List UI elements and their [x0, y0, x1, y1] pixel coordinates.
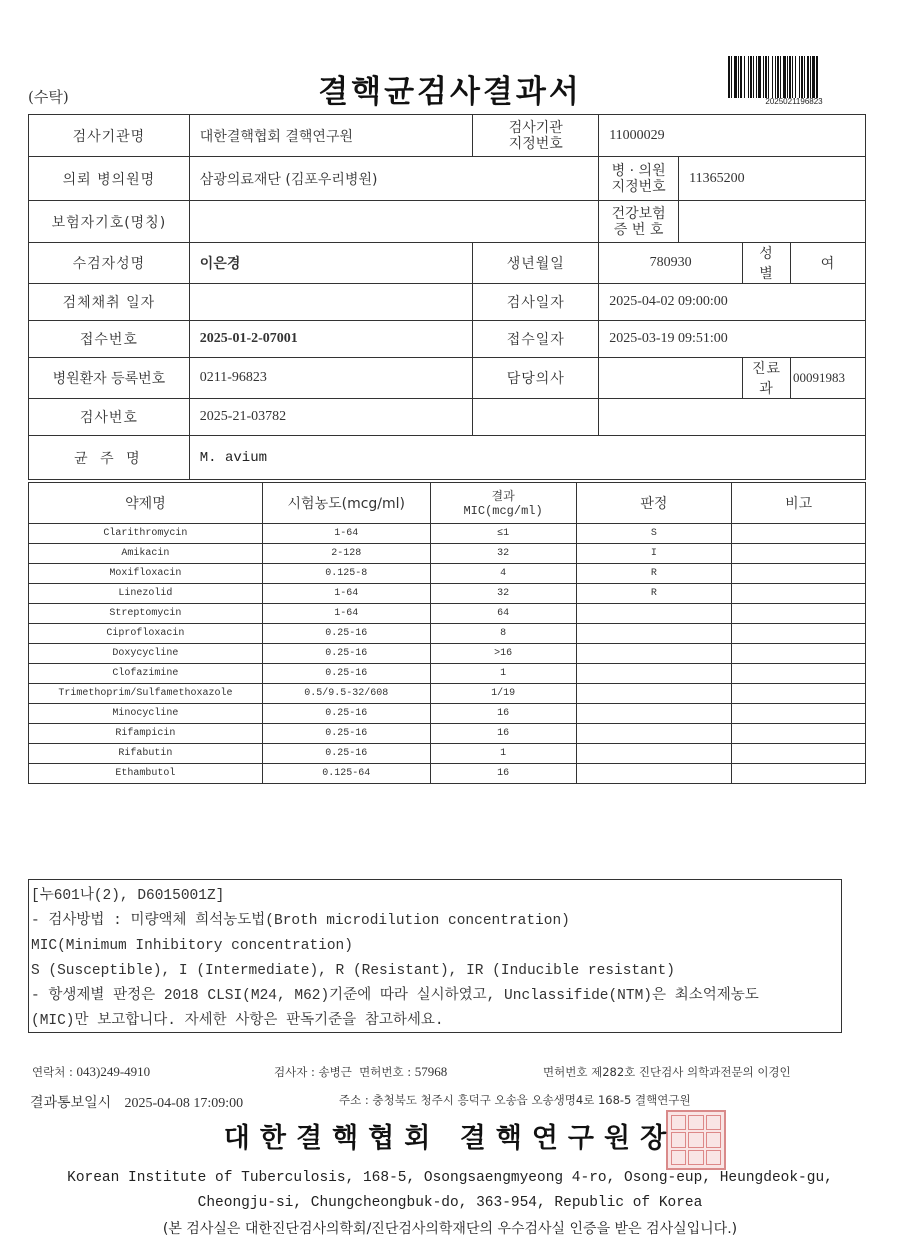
- sex-value: 여: [791, 243, 866, 284]
- sample-date-label: 검체채취 일자: [29, 284, 190, 321]
- mic-result: >16: [430, 644, 576, 664]
- test-date-label: 검사일자: [473, 284, 599, 321]
- sample-date-value: [189, 284, 473, 321]
- test-no-label: 검사번호: [29, 399, 190, 436]
- remark: [732, 524, 866, 544]
- remark: [732, 564, 866, 584]
- empty-cell: [473, 399, 599, 436]
- page-title: 결핵균검사결과서: [318, 74, 582, 110]
- remark: [732, 584, 866, 604]
- result-header: 결과 MIC(mcg/ml): [430, 483, 576, 524]
- barcode-icon: [728, 56, 860, 98]
- remark: [732, 604, 866, 624]
- dept-value: 00091983: [791, 358, 866, 399]
- interpretation: [576, 664, 732, 684]
- test-concentration: 1-64: [262, 584, 430, 604]
- remark: [732, 764, 866, 784]
- doctor-value: [599, 358, 743, 399]
- english-address-line-1: Korean Institute of Tuberculosis, 168-5, Osongsaengmyeong 4-ro, Osong-eup, Heungdeok-gu,: [67, 1170, 833, 1186]
- strain-label: 균 주 명: [29, 436, 190, 480]
- interpretation: [576, 644, 732, 664]
- remark: [732, 624, 866, 644]
- barcode-number: 2025021196823: [765, 97, 823, 106]
- patient-name-value: 이은경: [189, 243, 473, 284]
- barcode-bar: [818, 56, 819, 98]
- remark: [732, 544, 866, 564]
- test-concentration: 0.25-16: [262, 664, 430, 684]
- test-date-value: 2025-04-02 09:00:00: [599, 284, 866, 321]
- info-row: [29, 399, 866, 436]
- mic-result: ≤1: [430, 524, 576, 544]
- interpretation: [576, 764, 732, 784]
- drug-header: 약제명: [29, 483, 263, 524]
- insurer-value: [189, 201, 598, 243]
- interpretation: [576, 684, 732, 704]
- lab-id-value: 11000029: [599, 115, 866, 157]
- sex-label: 성별: [743, 243, 791, 284]
- test-concentration: 0.25-16: [262, 624, 430, 644]
- drug-name: Ciprofloxacin: [29, 624, 263, 644]
- test-concentration: 0.125-64: [262, 764, 430, 784]
- mic-result: 32: [430, 584, 576, 604]
- patient-info-table: [28, 114, 866, 480]
- insurance-no-value: [679, 201, 866, 243]
- hospital-id-value: 11365200: [679, 157, 866, 201]
- strain-value: M. avium: [189, 436, 865, 480]
- patient-reg-value: 0211-96823: [189, 358, 473, 399]
- conc-header: 시험농도(mcg/ml): [262, 483, 430, 524]
- mic-result: 1/19: [430, 684, 576, 704]
- doctor-label: 담당의사: [473, 358, 599, 399]
- drug-row: [29, 584, 866, 604]
- mic-result: 16: [430, 704, 576, 724]
- interpretation: [576, 744, 732, 764]
- drug-row: [29, 564, 866, 584]
- empty-cell: [599, 399, 866, 436]
- receipt-date-value: 2025-03-19 09:51:00: [599, 321, 866, 358]
- interp-header: 판정: [576, 483, 732, 524]
- drug-susceptibility-table: [28, 482, 866, 784]
- info-row: [29, 115, 866, 157]
- patient-reg-label: 병원환자 등록번호: [29, 358, 190, 399]
- test-concentration: 0.25-16: [262, 704, 430, 724]
- notes-box: [28, 879, 842, 1033]
- drug-name: Clarithromycin: [29, 524, 263, 544]
- remark: [732, 644, 866, 664]
- dept-label: 진료과: [743, 358, 791, 399]
- drug-row: [29, 624, 866, 644]
- info-row: [29, 157, 866, 201]
- dob-label: 생년월일: [473, 243, 599, 284]
- test-concentration: 0.25-16: [262, 744, 430, 764]
- lab-name-label: 검사기관명: [29, 115, 190, 157]
- remark: [732, 744, 866, 764]
- interpretation: R: [576, 564, 732, 584]
- drug-row: [29, 744, 866, 764]
- note-line: [누601나(2), D6015001Z]: [31, 888, 225, 904]
- receipt-no-value: 2025-01-2-07001: [189, 321, 473, 358]
- test-concentration: 0.5/9.5-32/608: [262, 684, 430, 704]
- certification-note: (본 검사실은 대한진단검사의학회/진단검사의학재단의 우수검사실 인증을 받은 검사실입니다.): [162, 1221, 738, 1237]
- address: 주소 : 충청북도 청주시 흥덕구 오송읍 오송생명4로 168-5 결핵연구원: [339, 1093, 691, 1107]
- interpretation: [576, 704, 732, 724]
- mic-result: 32: [430, 544, 576, 564]
- interpretation: [576, 604, 732, 624]
- hospital-value: 삼광의료재단 (김포우리병원): [189, 157, 598, 201]
- drug-name: Doxycycline: [29, 644, 263, 664]
- drug-name: Trimethoprim/Sulfamethoxazole: [29, 684, 263, 704]
- drug-name: Moxifloxacin: [29, 564, 263, 584]
- interpretation: [576, 624, 732, 644]
- info-row: [29, 201, 866, 243]
- info-row: [29, 243, 866, 284]
- interpretation: I: [576, 544, 732, 564]
- drug-row: [29, 544, 866, 564]
- test-concentration: 0.25-16: [262, 644, 430, 664]
- info-row: [29, 358, 866, 399]
- drug-row: [29, 684, 866, 704]
- drug-row: [29, 664, 866, 684]
- receipt-no-label: 접수번호: [29, 321, 190, 358]
- english-address-line-2: Cheongju-si, Chungcheongbuk-do, 363-954, Republic of Korea: [197, 1195, 703, 1211]
- remark: [732, 684, 866, 704]
- drug-name: Amikacin: [29, 544, 263, 564]
- receipt-date-label: 접수일자: [473, 321, 599, 358]
- mic-result: 8: [430, 624, 576, 644]
- interpretation: R: [576, 584, 732, 604]
- lab-id-label: 검사기관 지정번호: [473, 115, 599, 157]
- note-line: - 검사방법 : 미량액체 희석농도법(Broth microdilution concentration): [31, 913, 570, 929]
- drug-row: [29, 724, 866, 744]
- interpretation: [576, 724, 732, 744]
- interpretation: S: [576, 524, 732, 544]
- mic-result: 4: [430, 564, 576, 584]
- mic-result: 16: [430, 724, 576, 744]
- drug-row: [29, 704, 866, 724]
- remark: [732, 704, 866, 724]
- note-line: S (Susceptible), I (Intermediate), R (Resistant), IR (Inducible resistant): [31, 963, 675, 979]
- dob-value: 780930: [599, 243, 743, 284]
- drug-name: Rifabutin: [29, 744, 263, 764]
- drug-row: [29, 764, 866, 784]
- drug-name: Streptomycin: [29, 604, 263, 624]
- report-time: 결과통보일시 2025-04-08 17:09:00: [30, 1095, 244, 1111]
- drug-row: [29, 604, 866, 624]
- drug-name: Clofazimine: [29, 664, 263, 684]
- info-row: [29, 436, 866, 480]
- note-line: - 항생제별 판정은 2018 CLSI(M24, M62)기준에 따라 실시하였고, Unclassifide(NTM)은 최소억제농도: [31, 988, 759, 1004]
- drug-table-header: [29, 483, 866, 524]
- note-line: MIC(Minimum Inhibitory concentration): [31, 938, 353, 954]
- info-row: [29, 284, 866, 321]
- test-concentration: 2-128: [262, 544, 430, 564]
- drug-name: Linezolid: [29, 584, 263, 604]
- lab-name-value: 대한결핵협회 결핵연구원: [189, 115, 473, 157]
- tester: 검사자 : 송병근 면허번호 : 57968: [274, 1064, 448, 1079]
- hospital-label: 의뢰 병의원명: [29, 157, 190, 201]
- note-line: (MIC)만 보고합니다. 자세한 사항은 판독기준을 참고하세요.: [31, 1013, 444, 1029]
- drug-row: [29, 644, 866, 664]
- consignment-label: (수탁): [28, 88, 69, 106]
- remark: [732, 664, 866, 684]
- insurer-label: 보험자기호(명칭): [29, 201, 190, 243]
- mic-result: 64: [430, 604, 576, 624]
- drug-name: Ethambutol: [29, 764, 263, 784]
- test-concentration: 0.125-8: [262, 564, 430, 584]
- test-concentration: 1-64: [262, 604, 430, 624]
- info-row: [29, 321, 866, 358]
- hospital-id-label: 병 · 의원 지정번호: [599, 157, 679, 201]
- patient-name-label: 수검자성명: [29, 243, 190, 284]
- test-concentration: 0.25-16: [262, 724, 430, 744]
- drug-name: Minocycline: [29, 704, 263, 724]
- drug-row: [29, 524, 866, 544]
- remark: [732, 724, 866, 744]
- mic-result: 1: [430, 664, 576, 684]
- mic-result: 16: [430, 764, 576, 784]
- mic-result: 1: [430, 744, 576, 764]
- drug-name: Rifampicin: [29, 724, 263, 744]
- specialist: 면허번호 제282호 진단검사 의학과전문의 이경인: [543, 1065, 791, 1079]
- test-concentration: 1-64: [262, 524, 430, 544]
- test-no-value: 2025-21-03782: [189, 399, 473, 436]
- contact: 연락처 : 043)249-4910: [32, 1064, 151, 1079]
- remark-header: 비고: [732, 483, 866, 524]
- insurance-no-label: 건강보험 증 번 호: [599, 201, 679, 243]
- director-signature: 대한결핵협회 결핵연구원장: [223, 1123, 677, 1154]
